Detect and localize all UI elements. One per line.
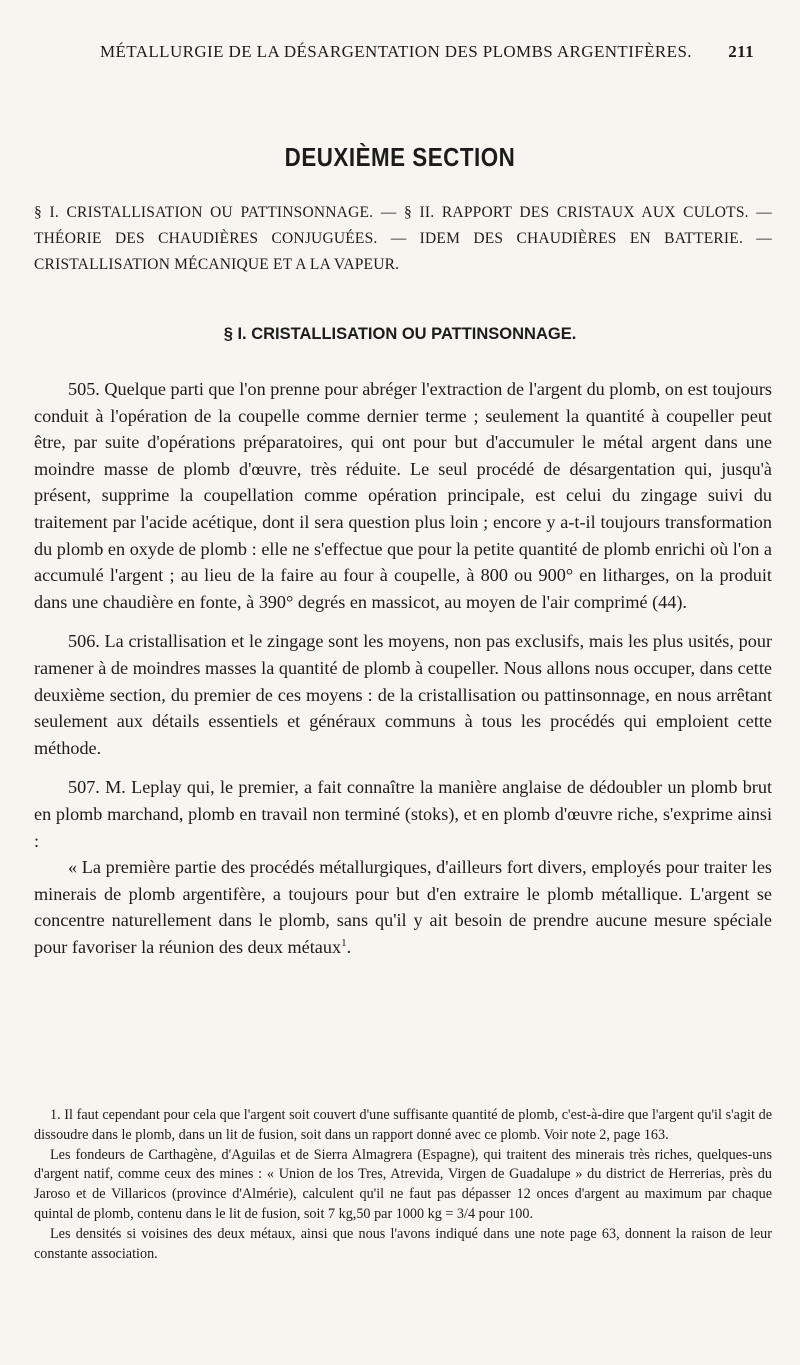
- quotation-text: « La première partie des procédés métallurgiques, d'ailleurs fort divers, employés pour traiter les minerais de plomb argentifère, a toujours pour but d'en extraire le plomb métallique. L'argent se concentre naturellement dans le plomb, sans qu'il y ait besoin de prendre aucune mesure spéciale pour favoriser la réunion des deux métaux: [34, 857, 772, 957]
- paragraph-505: 505. Quelque parti que l'on prenne pour abréger l'extraction de l'argent du plomb, on est toujours conduit à l'opération de la coupelle comme dernier terme ; seulement la quantité à coupeller peut être, par suite d'opérations préparatoires, qui ont pour but d'accumuler le métal argent dans une moindre masse de plomb d'œuvre, très réduite. Le seul procédé de désargentation qui, jusqu'à présent, supprime la coupellation comme opération principale, est celui du zingage suivi du traitement par l'acide acétique, dont il sera question plus loin ; encore y a-t-il toujours transformation du plomb en oxyde de plomb : elle ne s'effectue que pour la petite quantité de plomb enrichi où l'on a accumulé l'argent ; au lieu de la faire au four à coupelle, à 800 ou 900° en litharges, on la produit dans une chaudière en fonte, à 390° degrés en massicot, au moyen de l'air comprimé (44).: [34, 379, 772, 612]
- running-title: MÉTALLURGIE DE LA DÉSARGENTATION DES PLOMBS ARGENTIFÈRES.: [100, 42, 692, 61]
- footnote-marker: 1: [341, 936, 347, 949]
- body-text: [34, 376, 772, 960]
- subsection-heading: § I. CRISTALLISATION OU PATTINSONNAGE.: [223, 325, 577, 343]
- paragraph-506: 506. La cristallisation et le zingage sont les moyens, non pas exclusifs, mais les plus usités, pour ramener à de moindres masses la quantité de plomb à coupeller. Nous allons nous occuper, dans cette deuxième section, du premier de ces moyens : de la cristallisation ou pattinsonnage, en nous arrêtant seulement aux détails essentiels et généraux communs à tous les procédés qui emploient cette méthode.: [34, 631, 772, 758]
- footnote-continuation: Les fondeurs de Carthagène, d'Aguilas et de Sierra Almagrera (Espagne), qui traitent des minerais très riches, quelques-uns d'argent natif, comme ceux des mines : « Union de los Tres, Atrevida, Virgen de Guadalupe » du district de Herrerias, près du Jaroso et de Villaricos (province d'Almérie), calculent qu'il ne faut pas dépasser 12 onces d'argent au maximum par chaque quintal de plomb, contenu dans le lit de fusion, soit 7 kg,50 par 1000 kg = 3/4 pour 100.: [34, 1146, 772, 1222]
- footnote-1: 1. Il faut cependant pour cela que l'argent soit couvert d'une suffisante quantité de plomb, c'est-à-dire que l'argent qu'il s'agit de dissoudre dans le plomb, dans un lit de fusion, soit dans un rapport donné avec ce plomb. Voir note 2, page 163.: [34, 1107, 772, 1143]
- quotation: [34, 854, 772, 960]
- section-title: DEUXIÈME SECTION: [284, 142, 516, 172]
- quotation-end: .: [346, 936, 352, 957]
- section-summary: § I. CRISTALLISATION OU PATTINSONNAGE. — § II. RAPPORT DES CRISTAUX AUX CULOTS. — THÉORIE DES CHAUDIÈRES CONJUGUÉES. — IDEM DES CHAUDIÈRES EN BATTERIE. — CRISTALLISATION MÉCANIQUE ET A LA VAPEUR.: [34, 204, 772, 273]
- footnote-continuation: Les densités si voisines des deux métaux, ainsi que nous l'avons indiqué dans une note page 63, donnent la raison de leur constante association.: [34, 1225, 772, 1262]
- running-head: [40, 40, 760, 66]
- page-number: 211: [728, 42, 754, 61]
- footnotes: [34, 1106, 772, 1264]
- paragraph-507: 507. M. Leplay qui, le premier, a fait connaître la manière anglaise de dédoubler un plomb brut en plomb marchand, plomb en travail non terminé (stoks), et en plomb d'œuvre riche, s'exprime ainsi :: [34, 777, 772, 851]
